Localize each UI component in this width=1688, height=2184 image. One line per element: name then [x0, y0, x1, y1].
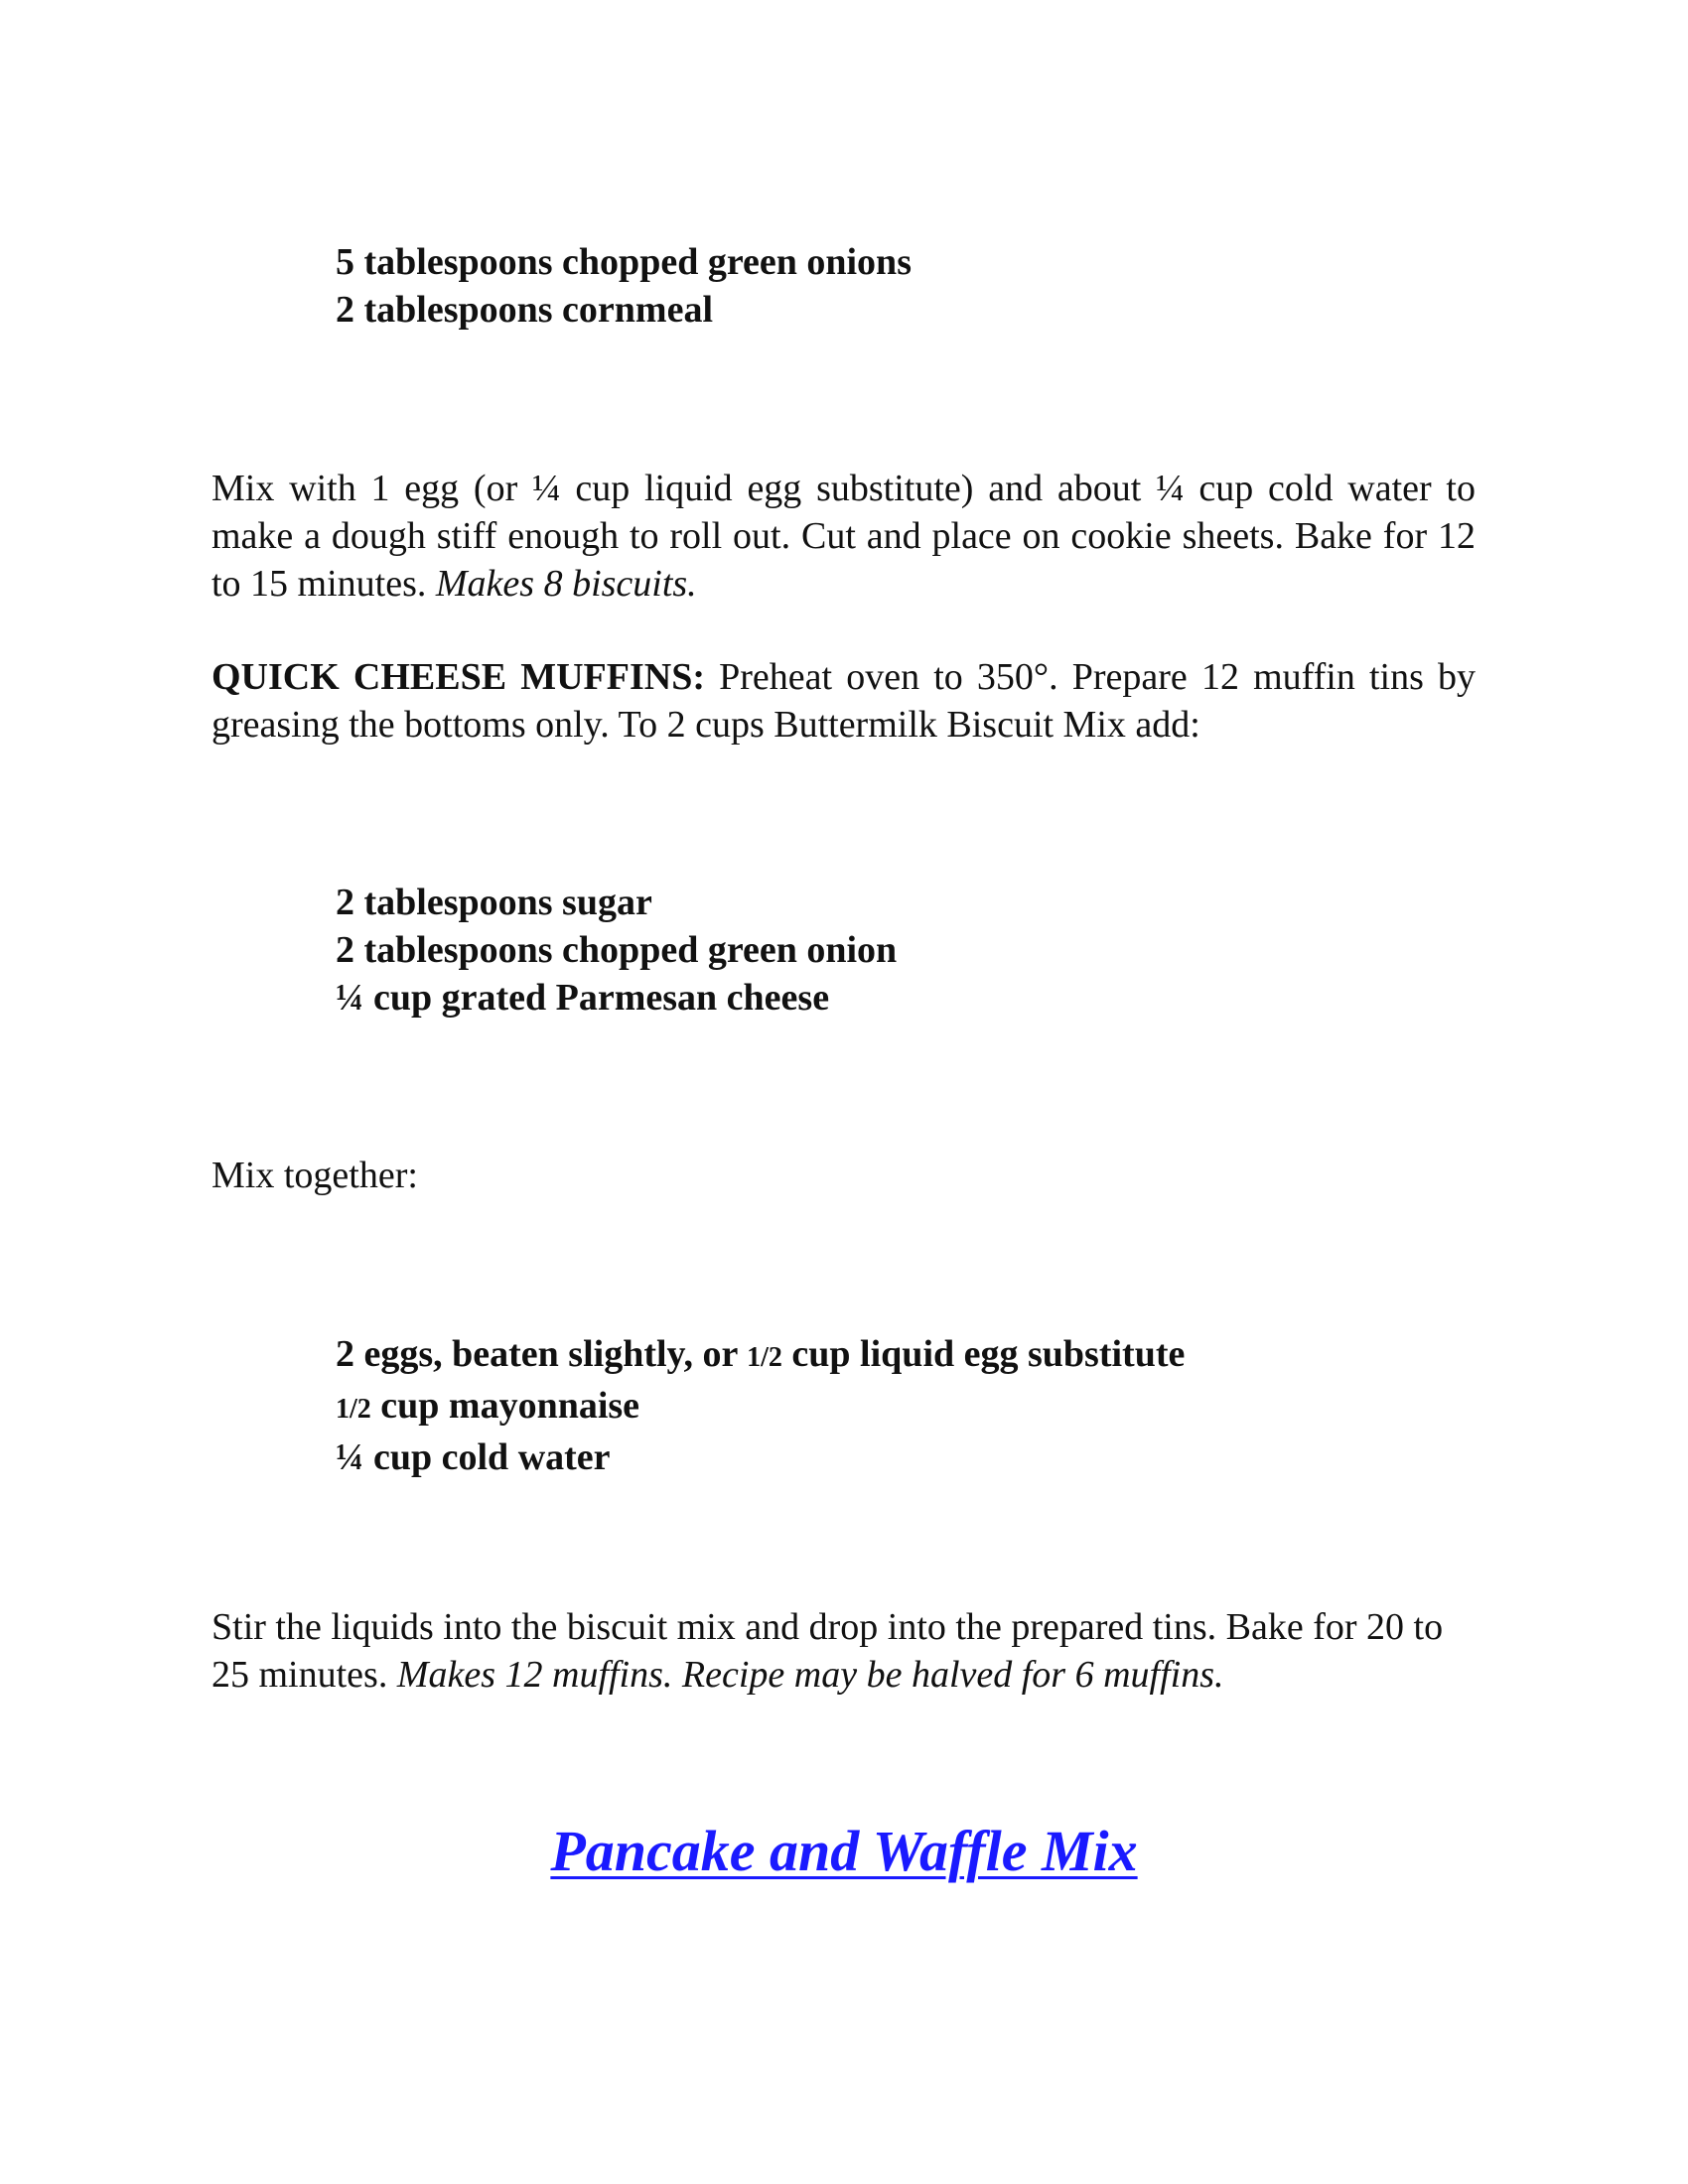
cheese-muffins-intro-text: Preheat oven to 350°. Prepare 12 muffin tins by greasing the bottoms only. To 2 cups Buttermilk Biscuit Mix add: — [211, 656, 1477, 746]
ingredient-list-biscuits — [336, 238, 912, 334]
ingredient-item: ¼ cup cold water — [336, 1436, 611, 1478]
recipe-title-cheese-muffins: QUICK CHEESE MUFFINS: — [211, 656, 705, 698]
next-recipe-heading — [0, 1817, 1688, 1886]
biscuit-yield: Makes 8 biscuits. — [435, 563, 697, 605]
biscuit-instructions — [211, 465, 1476, 608]
ingredient-item: 2 tablespoons sugar — [336, 882, 652, 923]
mix-together-label: Mix together: — [211, 1155, 418, 1196]
ingredient-item: 2 tablespoons chopped green onion — [336, 929, 898, 971]
muffin-instructions — [211, 1603, 1476, 1699]
muffin-instructions-text: Stir the liquids into the biscuit mix and drop into the prepared tins. Bake for 20 to 25 minutes. — [211, 1606, 1444, 1696]
ingredient-item: 2 eggs, beaten slightly, or 1/2 cup liquid egg substitute — [336, 1333, 1186, 1375]
ingredient-list-muffins-dry — [336, 879, 897, 1022]
ingredient-item: 2 tablespoons cornmeal — [336, 289, 713, 331]
ingredient-item: 5 tablespoons chopped green onions — [336, 241, 912, 283]
pancake-waffle-mix-link[interactable]: Pancake and Waffle Mix — [550, 1819, 1138, 1883]
muffin-yield: Makes 12 muffins. Recipe may be halved for 6 muffins. — [396, 1654, 1224, 1696]
ingredient-item: 1/2 cup mayonnaise — [336, 1385, 640, 1427]
cheese-muffins-intro — [211, 653, 1476, 749]
ingredient-list-muffins-wet — [336, 1330, 1185, 1485]
ingredient-item: ¼ cup grated Parmesan cheese — [336, 977, 830, 1019]
biscuit-instructions-text: Mix with 1 egg (or ¼ cup liquid egg substitute) and about ¼ cup cold water to make a dough stiff enough to roll out. Cut and place on cookie sheets. Bake for 12 to 15 minutes. — [211, 468, 1476, 605]
